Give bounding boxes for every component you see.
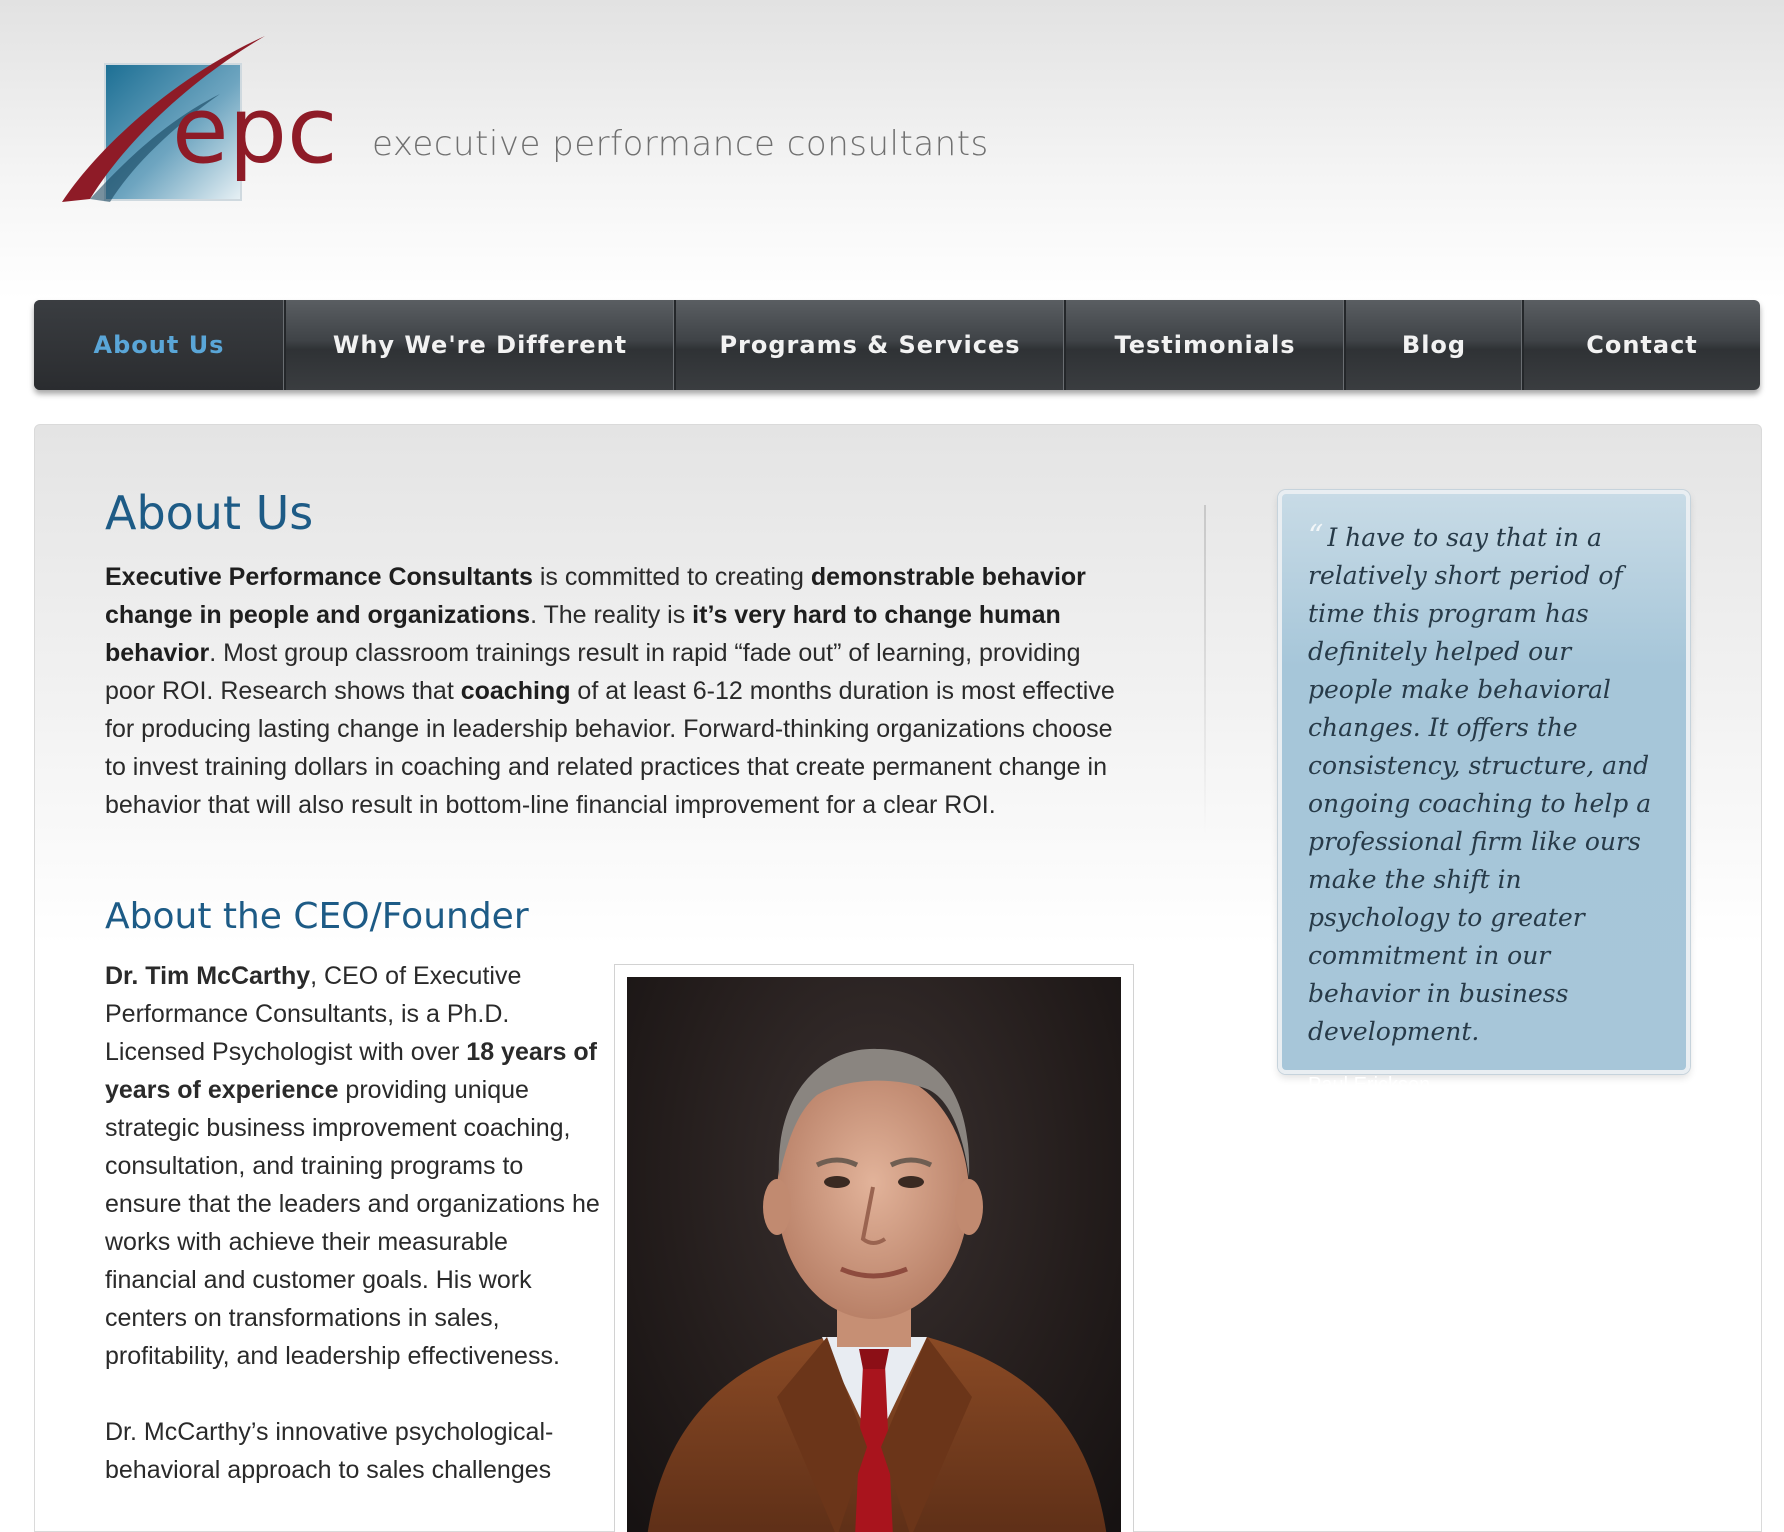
testimonial-quote	[1308, 518, 1662, 1051]
bio-text: , CEO of Executive Performance Consultants, is a Ph.D. Licensed Psychologist with over	[105, 962, 522, 1066]
quote-mark-icon: “	[1308, 519, 1324, 554]
testimonial-box	[1278, 490, 1690, 1120]
logo-tagline: executive performance consultants	[372, 124, 989, 164]
nav-blog[interactable]: Blog	[1346, 300, 1524, 390]
intro-text: of at least 6-12 months duration is most effective for producing lasting change in leadership behavior. Forward-thinking organizations choose to invest training dollars in coaching and related practices that create permanent change in behavior that will also result in bottom-line financial improvement for a clear ROI.	[105, 677, 1115, 819]
ceo-photo	[627, 977, 1121, 1532]
ceo-bio	[105, 957, 605, 1527]
main-nav	[34, 300, 1760, 390]
nav-about-us[interactable]: About Us	[34, 300, 286, 390]
bio-paragraph-2: Dr. McCarthy’s innovative psychological-behavioral approach to sales challenges	[105, 1418, 554, 1484]
ceo-heading: About the CEO/Founder	[105, 896, 529, 937]
testimonial-author-title: CEO ATS&R	[1308, 1098, 1421, 1120]
testimonial-author	[1308, 1073, 1662, 1121]
nav-contact[interactable]: Contact	[1586, 331, 1698, 359]
bio-bold-experience: 18 years of years of experience	[105, 1038, 597, 1104]
nav-programs-services[interactable]: Programs & Services	[676, 300, 1066, 390]
nav-why-were-different[interactable]: Why We're Different	[286, 300, 676, 390]
bio-name: Dr. Tim McCarthy	[105, 962, 311, 990]
intro-bold-coaching: coaching	[460, 677, 571, 705]
page-title: About Us	[105, 486, 314, 540]
intro-text: is committed to creating	[532, 563, 811, 591]
intro-bold-claim: demonstrable behavior change in people and organizations	[105, 563, 1086, 629]
nav-testimonials[interactable]: Testimonials	[1066, 300, 1346, 390]
intro-paragraph	[105, 558, 1135, 824]
bio-text: providing unique strategic business improvement coaching, consultation, and training programs to ensure that the leaders and organizations he works with achieve their measurable financial and customer goals. His work centers on transformations in sales, profitability, and leadership effectiveness.	[105, 1076, 600, 1370]
column-divider	[1204, 505, 1206, 835]
intro-text: . The reality is	[530, 601, 693, 629]
intro-bold-company: Executive Performance Consultants	[105, 563, 533, 591]
ceo-photo-frame	[614, 964, 1134, 1532]
testimonial-author-name: Paul Erickson,	[1308, 1074, 1436, 1096]
svg-text:epc: epc	[172, 77, 338, 184]
testimonial-quote-text: I have to say that in a relatively short period of time this program has definitely helped our people make behavioral changes. It offers the consistency, structure, and ongoing coaching to help a professional firm like ours make the shift in psychology to greater commitment in our behavior in business development.	[1308, 523, 1652, 1046]
intro-bold-reality: it’s very hard to change human behavior	[105, 601, 1061, 667]
epc-logo[interactable]	[60, 34, 360, 214]
intro-text: . Most group classroom trainings result in rapid “fade out” of learning, providing poor ROI. Research shows that	[105, 639, 1081, 705]
bio-paragraph-1	[105, 957, 605, 1375]
